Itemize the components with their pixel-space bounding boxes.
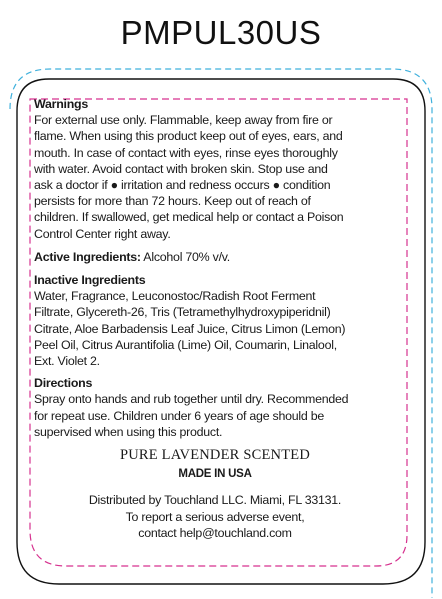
inactive-line: Ext. Violet 2. bbox=[34, 354, 100, 369]
warnings-line: persists for more than 72 hours. Keep out of reach of bbox=[34, 194, 311, 209]
active-heading: Active Ingredients: bbox=[34, 249, 141, 264]
inactive-line: Citrate, Aloe Barbadensis Leaf Juice, Citrus Limon (Lemon) bbox=[34, 321, 346, 336]
distributor-line: To report a serious adverse event, bbox=[125, 509, 305, 524]
directions-line: supervised when using this product. bbox=[34, 424, 223, 439]
directions-line: Spray onto hands and rub together until dry. Recommended bbox=[34, 392, 349, 407]
directions-heading: Directions bbox=[34, 376, 93, 391]
warnings-line: children. If swallowed, get medical help or contact a Poison bbox=[34, 210, 344, 225]
distributor-line: contact help@touchland.com bbox=[138, 525, 292, 540]
scent-name: PURE LAVENDER SCENTED bbox=[119, 447, 311, 464]
made-in: MADE IN USA bbox=[178, 468, 252, 481]
distributor-line: Distributed by Touchland LLC. Miami, FL 33131. bbox=[88, 493, 342, 508]
active-ingredients bbox=[34, 249, 396, 265]
directions-line: for repeat use. Children under 6 years of age should be bbox=[34, 408, 325, 423]
warnings-line: For external use only. Flammable, keep away from fire or bbox=[34, 113, 333, 128]
inactive-heading: Inactive Ingredients bbox=[34, 273, 146, 288]
inactive-line: Peel Oil, Citrus Aurantifolia (Lime) Oil, Coumarin, Linalool, bbox=[34, 337, 337, 352]
warnings-line: with water. Avoid contact with broken skin. Stop use and bbox=[34, 161, 328, 176]
inactive-line: Water, Fragrance, Leuconostoc/Radish Root Ferment bbox=[34, 289, 316, 304]
warnings-line: ask a doctor if ● irritation and redness occurs ● condition bbox=[34, 178, 331, 193]
warnings-line: flame. When using this product keep out of eyes, ears, and bbox=[34, 129, 343, 144]
warnings-heading: Warnings bbox=[34, 97, 88, 111]
label-content bbox=[34, 96, 396, 541]
inactive-line: Filtrate, Glycereth-26, Tris (Tetramethylhydroxypiperidnil) bbox=[34, 305, 331, 320]
warnings-line: Control Center right away. bbox=[34, 226, 171, 241]
warnings-line: mouth. In case of contact with eyes, rinse eyes thoroughly bbox=[34, 145, 338, 160]
product-code: PMPUL30US bbox=[120, 14, 322, 51]
active-value: Alcohol 70% v/v. bbox=[140, 249, 230, 264]
